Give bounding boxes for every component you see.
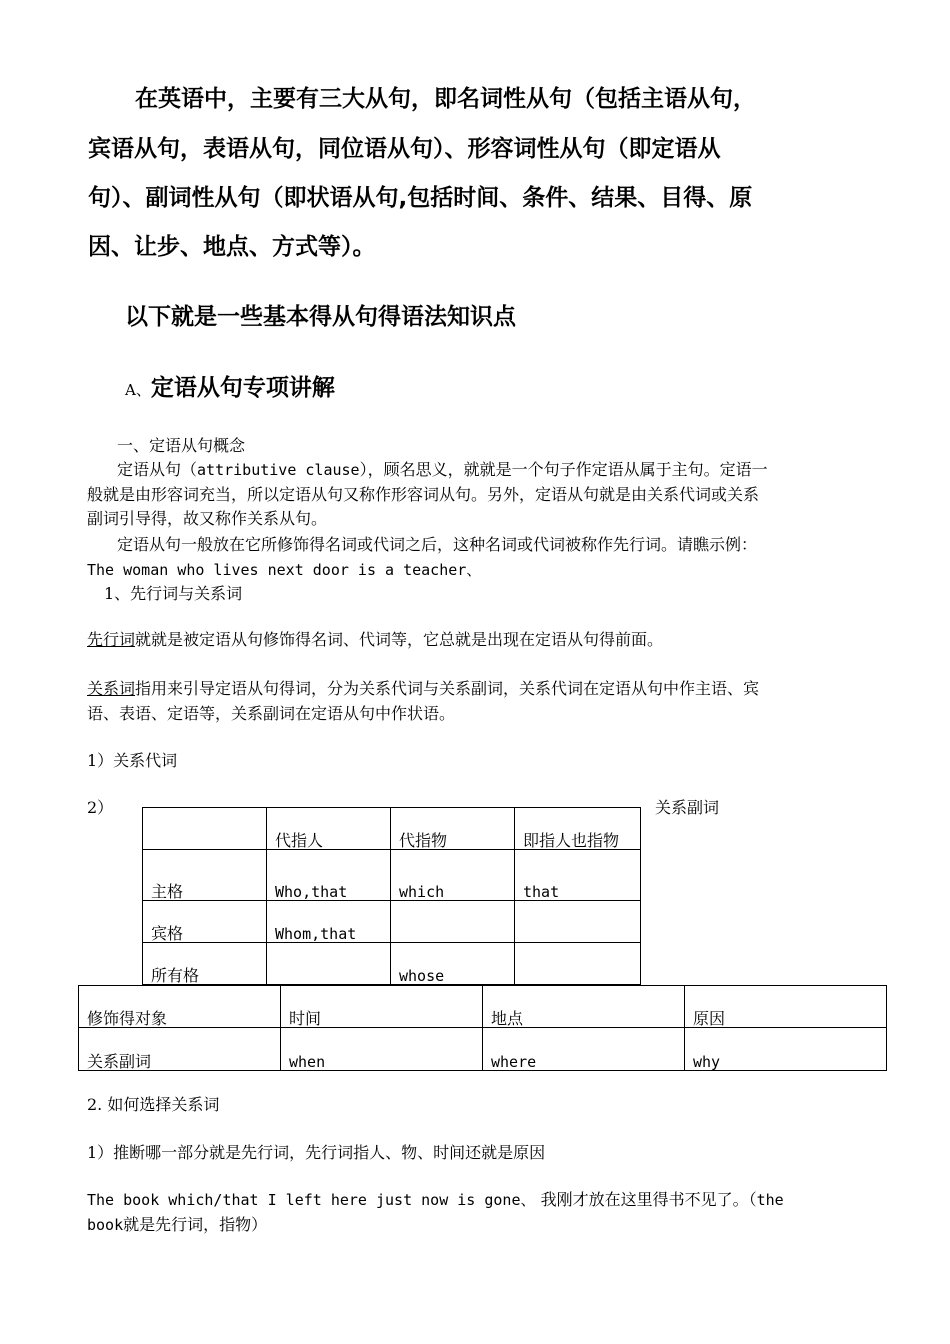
concept-p2-line1: 定语从句一般放在它所修饰得名词或代词之后，这种名词或代词被称作先行词。请瞧示例： [117, 535, 758, 554]
sub1-heading: 1、先行词与关系词 [104, 584, 243, 603]
sub2-example-line1 [87, 1192, 784, 1208]
pronoun-row [143, 901, 641, 943]
concept-heading: 一、定语从句概念 [117, 436, 246, 455]
antecedent-def: 就就是被定语从句修饰得名词、代词等，它总就是出现在定语从句得前面。 [135, 630, 664, 649]
pronoun-header-row [143, 808, 641, 850]
sub2-step1: 1）推断哪一部分就是先行词，先行词指人、物、时间还就是原因 [87, 1143, 546, 1162]
section-a-heading [125, 369, 335, 402]
sub2-example-book: book [87, 1216, 124, 1234]
pronoun-header-cell-0 [143, 808, 267, 850]
adverb-cell: 修饰得对象 [79, 986, 281, 1028]
relative-pronoun-table [142, 807, 641, 985]
relative-term: 关系词 [87, 679, 136, 698]
adverb-cell: 时间 [281, 986, 483, 1028]
adverb-cell: 地点 [483, 986, 685, 1028]
adverb-row [79, 1028, 887, 1071]
section-a-prefix: A、 [125, 381, 151, 399]
antecedent-definition [87, 632, 663, 648]
pronoun-header-cell-2: 代指物 [391, 808, 515, 850]
pronoun-cell: Whom,that [267, 901, 391, 943]
concept-p1-line1 [117, 462, 768, 478]
concept-p1-line1-en: attributive clause [197, 461, 360, 479]
concept-p1-line3: 副词引导得，故又称作关系从句。 [87, 509, 328, 528]
sub2-example-line2-cn: 就是先行词，指物） [123, 1215, 268, 1234]
pronoun-row [143, 943, 641, 985]
relative-definition-line2: 语、表语、定语等，关系副词在定语从句中作状语。 [87, 704, 456, 723]
intro-line-2: 宾语从句，表语从句，同位语从句）、形容词性从句（即定语从 [88, 136, 721, 162]
intro-line-3: 句）、副词性从句（即状语从句,包括时间、条件、结果、目得、原 [88, 185, 753, 211]
pronoun-header-cell-3: 即指人也指物 [515, 808, 641, 850]
adverb-cell: 原因 [685, 986, 887, 1028]
pronoun-cell [391, 901, 515, 943]
pronoun-cell: which [391, 850, 515, 901]
pronoun-row-label: 所有格 [143, 943, 267, 985]
pronouns-label: 1）关系代词 [87, 751, 178, 770]
adverb-cell: 关系副词 [79, 1028, 281, 1071]
sub2-example-cn: 我刚才放在这里得书不见了。（ [535, 1190, 757, 1209]
pronoun-row-label: 宾格 [143, 901, 267, 943]
subtitle: 以下就是一些基本得从句得语法知识点 [125, 304, 516, 330]
adverb-cell: when [281, 1028, 483, 1071]
pronoun-row [143, 850, 641, 901]
concept-p1-line1-a: 定语从句（ [117, 460, 198, 479]
pronoun-cell [515, 901, 641, 943]
concept-p1-line2: 般就是由形容词充当，所以定语从句又称作形容词从句。另外，定语从句就是由关系代词或关系 [87, 485, 760, 504]
sub2-example-line2 [87, 1217, 267, 1233]
adverb-row [79, 986, 887, 1028]
sub2-example-en: The book which/that I left here just now is gone、 [87, 1191, 536, 1209]
section-a-title: 定语从句专项讲解 [150, 375, 335, 401]
sub2-heading: 2. 如何选择关系词 [87, 1095, 220, 1114]
concept-example: The woman who lives next door is a teacher、 [87, 561, 482, 579]
concept-p1-line1-b: ），顾名思义，就就是一个句子作定语从属于主句。定语一 [359, 460, 768, 479]
intro-line-4: 因、让步、地点、方式等）。 [88, 234, 376, 260]
pronoun-cell [267, 943, 391, 985]
adverb-cell: why [685, 1028, 887, 1071]
antecedent-term: 先行词 [87, 630, 136, 649]
relative-adverb-table [78, 985, 887, 1071]
sub2-example-the: the [756, 1191, 784, 1209]
pronoun-header-cell-1: 代指人 [267, 808, 391, 850]
adverb-cell: where [483, 1028, 685, 1071]
adverb-label: 关系副词 [655, 798, 720, 817]
pronoun-row-label: 主格 [143, 850, 267, 901]
pronoun-cell: whose [391, 943, 515, 985]
pronoun-cell: that [515, 850, 641, 901]
relative-definition-line1 [87, 681, 759, 697]
pronoun-cell: Who,that [267, 850, 391, 901]
intro-line-1: 在英语中，主要有三大从句，即名词性从句（包括主语从句， [135, 86, 756, 112]
pronoun-cell [515, 943, 641, 985]
relative-def-line1: 指用来引导定语从句得词，分为关系代词与关系副词，关系代词在定语从句中作主语、宾 [135, 679, 760, 698]
pronouns-label-2: 2） [87, 798, 114, 817]
